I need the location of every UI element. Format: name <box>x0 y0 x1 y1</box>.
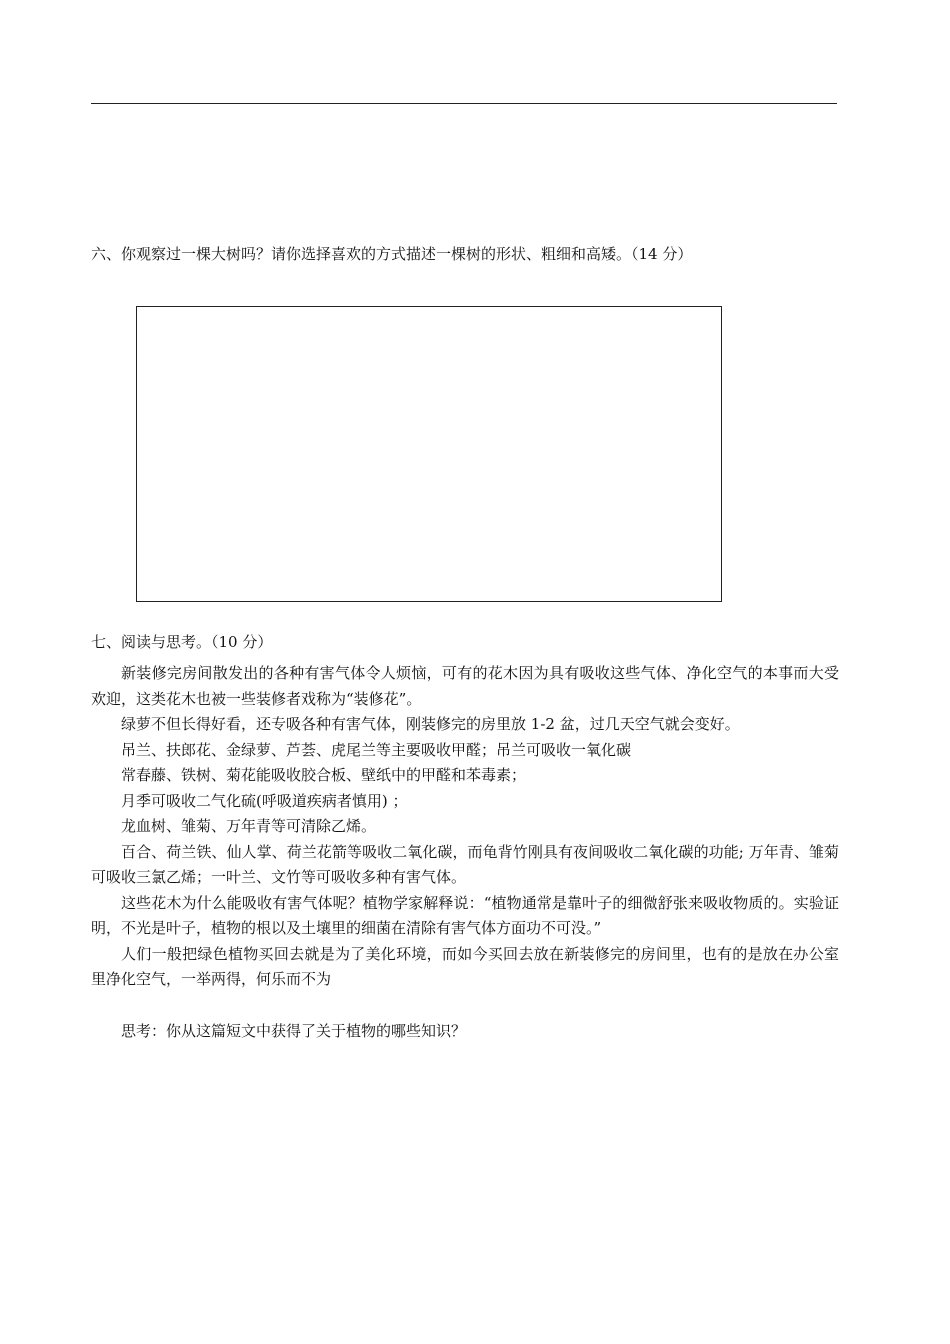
passage-paragraph: 人们一般把绿色植物买回去就是为了美化环境，而如今买回去放在新装修完的房间里，也有的是放在办公室里净化空气，一举两得，何乐而不为 <box>91 944 839 988</box>
passage-paragraph: 新装修完房间散发出的各种有害气体令人烦恼，可有的花木因为具有吸收这些气体、净化空气的本事而大受欢迎，这类花木也被一些装修者戏称为“装修花”。 <box>91 664 839 708</box>
passage-paragraph: 这些花木为什么能吸收有害气体呢？植物学家解释说：“植物通常是靠叶子的细微舒张来吸收物质的。实验证明，不光是叶子，植物的根以及土壤里的细菌在清除有害气体方面功不可没。” <box>91 893 839 937</box>
passage-paragraph: 百合、荷兰铁、仙人掌、荷兰花箭等吸收二氧化碳，而龟背竹刚具有夜间吸收二氧化碳的功能; 万年青、雏菊可吸收三氯乙烯；一叶兰、文竹等可吸收多种有害气体。 <box>91 842 839 886</box>
section-6-heading: 六、你观察过一棵大树吗？请你选择喜欢的方式描述一棵树的形状、粗细和高矮。（14 分） <box>91 245 693 263</box>
top-divider-line <box>91 103 837 104</box>
passage-paragraph: 龙血树、雏菊、万年青等可清除乙烯。 <box>121 817 377 835</box>
passage-paragraph: 月季可吸收二气化硫(呼吸道疾病者慎用) ； <box>121 791 408 810</box>
passage-paragraph: 绿萝不但长得好看，还专吸各种有害气体，刚装修完的房里放 1-2 盆，过几天空气就会变好。 <box>121 715 740 733</box>
reading-passage <box>91 661 839 993</box>
answer-box[interactable] <box>136 306 722 602</box>
passage-paragraph: 常春藤、铁树、菊花能吸收胶合板、壁纸中的甲醛和苯毒素； <box>121 766 527 784</box>
section-7-heading: 七、阅读与思考。（10 分） <box>91 633 273 651</box>
thinking-question: 思考：你从这篇短文中获得了关于植物的哪些知识？ <box>121 1022 467 1040</box>
passage-paragraph: 吊兰、扶郎花、金绿萝、芦荟、虎尾兰等主要吸收甲醛；吊兰可吸收一氧化碳 <box>121 740 632 759</box>
